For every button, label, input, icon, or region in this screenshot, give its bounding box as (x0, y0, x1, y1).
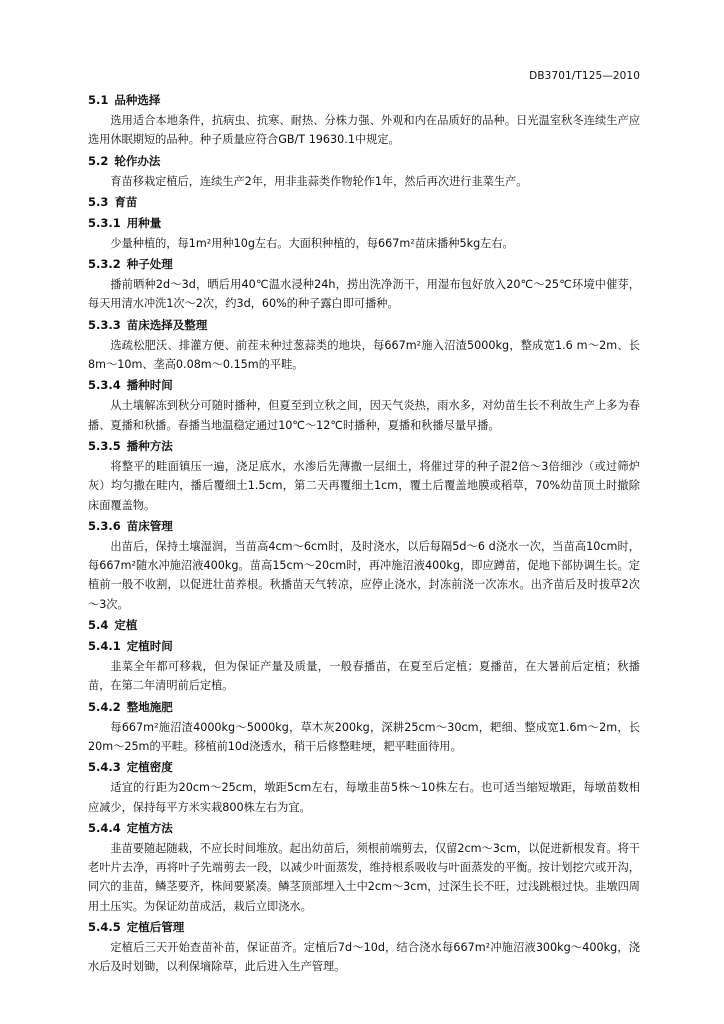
heading-5-4-1: 5.4.1 定植时间 (88, 639, 173, 654)
para-5-2: 育苗移栽定植后，连续生产2年，用非韭蒜类作物轮作1年，然后再次进行韭菜生产。 (110, 174, 528, 188)
para-5-3-1: 少量种植的，每1m²用种10g左右。大面积种植的，每667m²苗床播种5kg左右。 (110, 236, 514, 250)
heading-5-3-3: 5.3.3 苗床选择及整理 (88, 317, 208, 332)
para-5-3-5: 将整平的畦面镇压一遍，浇足底水，水渗后先薄撒一层细土，将催过芽的种子混2倍～3倍细沙（或过筛炉灰）均匀撒在畦内，播后覆细土1.5cm，第二天再覆细土1cm，覆土后覆盖地膜或稻草，70%幼苗顶土时撤除床面覆盖物。 (88, 459, 640, 512)
para-5-4-4: 韭苗要随起随栽，不应长时间堆放。起出幼苗后，须根前端剪去，仅留2cm～3cm，以促进新根发育。将干老叶片去净，再将叶子先端剪去一段，以减少叶面蒸发，维持根系吸收与叶面蒸发的平衡。按计划挖穴或开沟，同穴的韭苗，鳞茎要齐，株间要紧凑。鳞茎顶部埋入土中2cm～3cm，过深生长不旺，过浅跳根过快。韭墩四周用土压实。为保证幼苗成活，栽后立即浇水。 (88, 841, 640, 913)
para-5-3-4: 从土壤解冻到秋分可随时播种，但夏至到立秋之间，因天气炎热，雨水多，对幼苗生长不利故生产上多为春播、夏播和秋播。春播当地温稳定通过10℃～12℃时播种，夏播和秋播尽量早播。 (88, 399, 640, 432)
heading-5-4-3: 5.4.3 定植密度 (88, 760, 173, 775)
heading-5-4-5: 5.4.5 定植后管理 (88, 920, 185, 935)
heading-5-2: 5.2 轮作办法 (88, 153, 161, 168)
standard-code: DB3701/T125—2010 (529, 70, 640, 82)
heading-5-3-4: 5.3.4 播种时间 (88, 378, 173, 393)
para-5-3-2: 播前晒种2d～3d，晒后用40℃温水浸种24h，捞出洗净沥干，用湿布包好放入20℃～25℃环境中催芽，每天用清水冲洗1次～2次，约3d，60%的种子露白即可播种。 (88, 278, 640, 311)
heading-5-3: 5.3 育苗 (88, 194, 138, 209)
para-5-1: 选用适合本地条件，抗病虫、抗寒、耐热、分株力强、外观和内在品质好的品种。日光温室秋冬连续生产应选用休眠期短的品种。种子质量应符合GB/T 19630.1中规定。 (88, 114, 640, 147)
para-5-4-3: 适宜的行距为20cm～25cm，墩距5cm左右，每墩韭苗5株～10株左右。也可适当缩短墩距，每墩苗数相应减少，保持每平方米实栽800株左右为宜。 (88, 781, 640, 814)
heading-5-4-4: 5.4.4 定植方法 (88, 820, 173, 835)
heading-5-3-2: 5.3.2 种子处理 (88, 257, 173, 272)
heading-5-1: 5.1 品种选择 (88, 93, 161, 107)
para-5-4-5: 定植后三天开始查苗补苗，保证苗齐。定植后7d～10d，结合浇水每667m²冲施沼液300kg～400kg，浇水后及时划锄，以利保墒除草，此后进入生产管理。 (88, 941, 640, 974)
heading-5-3-6: 5.3.6 苗床管理 (88, 518, 173, 533)
para-5-4-1: 韭菜全年都可移栽，但为保证产量及质量，一般春播苗，在夏至后定植；夏播苗，在大暑前后定植；秋播苗，在第二年清明前后定植。 (88, 660, 640, 693)
heading-5-3-1: 5.3.1 用种量 (88, 215, 162, 230)
para-5-4-2: 每667m²施沼渣4000kg～5000kg，草木灰200kg，深耕25cm～30cm，耙细、整成宽1.6m～2m，长20m～25m的平畦。移植前10d浇透水，稍干后修整畦埂，耙平畦面待用。 (88, 720, 640, 753)
para-5-3-6: 出苗后，保持土壤湿润，当苗高4cm～6cm时，及时浇水，以后每隔5d～6 d浇水一次，当苗高10cm时，每667m²随水冲施沼液400kg。苗高15cm～20cm时，再冲施沼液400kg，即应蹲苗，促地下部协调生长。定植前一般不收割，以促进壮苗养根。秋播苗天气转凉，应停止浇水，封冻前浇一次冻水。出齐苗后及时拔草2次～3次。 (88, 539, 640, 611)
heading-5-3-5: 5.3.5 播种方法 (88, 438, 173, 453)
document-body (88, 90, 640, 978)
heading-5-4-2: 5.4.2 整地施肥 (88, 699, 173, 714)
heading-5-4: 5.4 定植 (88, 618, 138, 633)
para-5-3-3: 选疏松肥沃、排灌方便、前茬未种过葱蒜类的地块，每667m²施入沼渣5000kg，整成宽1.6 m～2m、长8m～10m、垄高0.08m～0.15m的平畦。 (88, 338, 640, 372)
